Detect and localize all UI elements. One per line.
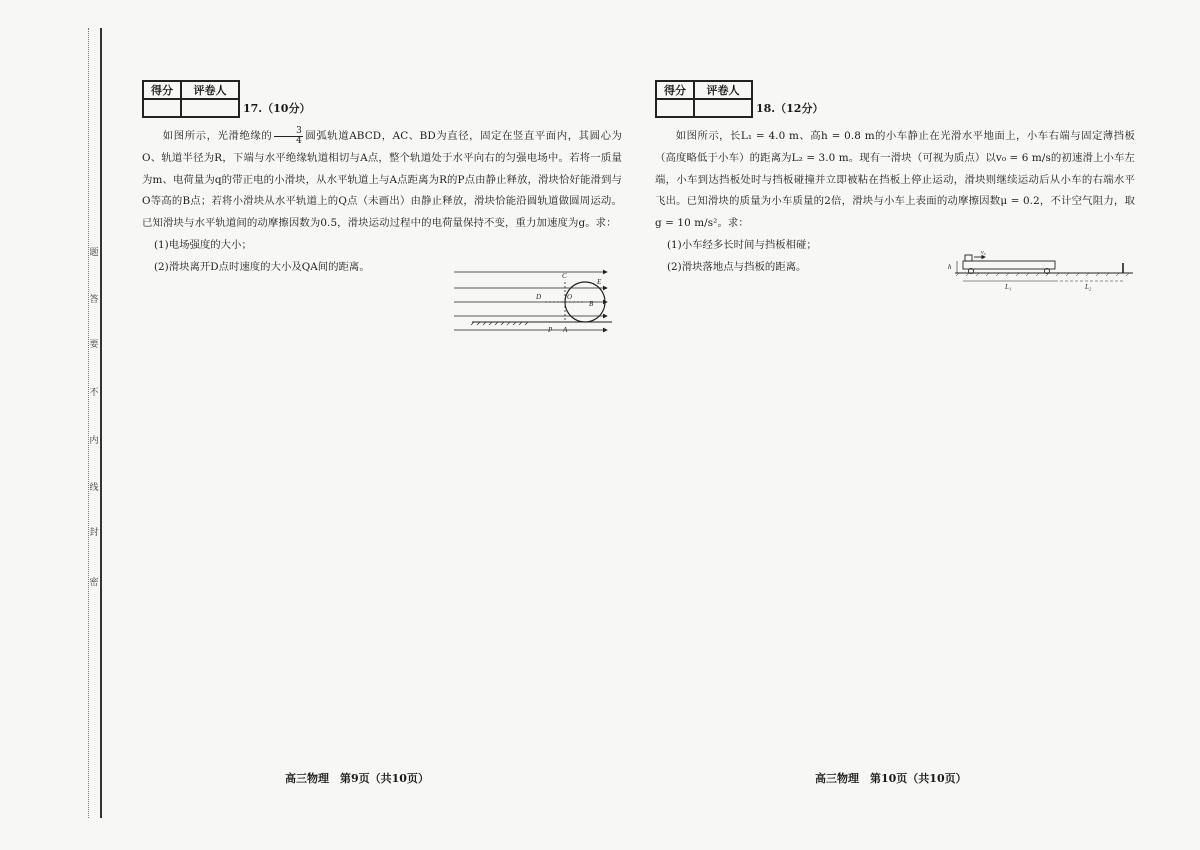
question-number: 18.（12分） (756, 102, 824, 115)
fraction (274, 127, 303, 146)
seal-char: 封 (89, 528, 99, 538)
score-box (655, 80, 753, 118)
label-a: A (563, 326, 568, 334)
score-cell (143, 99, 181, 117)
label-c: C (562, 272, 567, 280)
binding-dotted-line (88, 28, 89, 818)
seal-char: 内 (89, 436, 99, 446)
label-v0: v₀ (981, 250, 986, 256)
label-h: h (948, 263, 952, 271)
right-page (655, 78, 1135, 291)
figure-18-cart (945, 243, 1135, 291)
question-17-header (142, 78, 622, 118)
grader-cell (181, 99, 239, 117)
label-l2: L₂ (1085, 283, 1092, 291)
label-p: P (548, 326, 553, 334)
para-rest: 圆弧轨道ABCD，AC、BD为直径，固定在竖直平面内，其圆心为O、轨道半径为R，下端与水平绝缘轨道相切与A点，整个轨道处于水平向右的匀强电场中。若将一质量为m、电荷量为q的带正电的小滑块，从水平轨道上与A点距离为R的P点由静止释放，滑块恰好能滑到与O等高的B点；若将小滑块从水平轨道上的Q点（未画出）由静止释放，滑块恰能沿圆轨道做圆周运动。已知滑块与水平轨道间的动摩擦因数为0.5，滑块运动过程中的电荷量保持不变，重力加速度为g。求： (142, 130, 623, 230)
seal-char: 题 (89, 248, 99, 258)
seal-char: 线 (89, 483, 99, 493)
score-label: 得分 (143, 81, 181, 99)
fraction-numerator: 3 (274, 127, 303, 137)
sub-question-2: (2)滑块离开D点时速度的大小及QA间的距离。 (154, 260, 370, 273)
seal-char: 不 (89, 388, 99, 398)
question-18-header (655, 78, 1135, 118)
page-footer-left: 高三物理 第9页（共10页） (285, 772, 429, 785)
label-b: B (589, 300, 594, 308)
page-footer-right: 高三物理 第10页（共10页） (815, 772, 967, 785)
sub-question-1: (1)小车经多长时间与挡板相碰； (667, 238, 817, 251)
question-number: 17.（10分） (243, 102, 311, 115)
seal-char: 要 (89, 340, 99, 350)
question-18-text: 如图所示，长L₁ = 4.0 m、高h = 0.8 m的小车静止在光滑水平地面上，小车右端与固定薄挡板（高度略低于小车）的距离为L₂ = 3.0 m。现有一滑块（可视为质点）以v₀ = 6 m/s的初速滑上小车左端，小车到达挡板处时与挡板碰撞并立即被粘在挡板上停止运动，滑块则继续运动后从小车的右端水平飞出。已知滑块的质量为小车质量的2倍，滑块与小车上表面的动摩擦因数μ = 0.2，不计空气阻力，取g = 10 m/s²。求： (655, 130, 1135, 230)
grader-label: 评卷人 (694, 81, 752, 99)
seal-char: 答 (89, 295, 99, 305)
grader-label: 评卷人 (181, 81, 239, 99)
score-label: 得分 (656, 81, 694, 99)
seal-char: 密 (89, 578, 99, 588)
score-box (142, 80, 240, 118)
sub-question-1: (1)电场强度的大小； (154, 238, 252, 251)
score-cell (656, 99, 694, 117)
label-e: E (597, 278, 602, 286)
para-prefix: 如图所示，光滑绝缘的 (162, 130, 273, 142)
grader-cell (694, 99, 752, 117)
sub-question-2: (2)滑块落地点与挡板的距离。 (667, 260, 807, 273)
binding-rule (100, 28, 102, 818)
figure-17-arc-track (452, 266, 612, 338)
label-l1: L₁ (1005, 283, 1012, 291)
question-17-text (142, 126, 622, 235)
left-page (142, 78, 623, 334)
fraction-denominator: 4 (296, 135, 302, 146)
label-d: D (536, 293, 542, 301)
label-o: O (567, 293, 573, 301)
